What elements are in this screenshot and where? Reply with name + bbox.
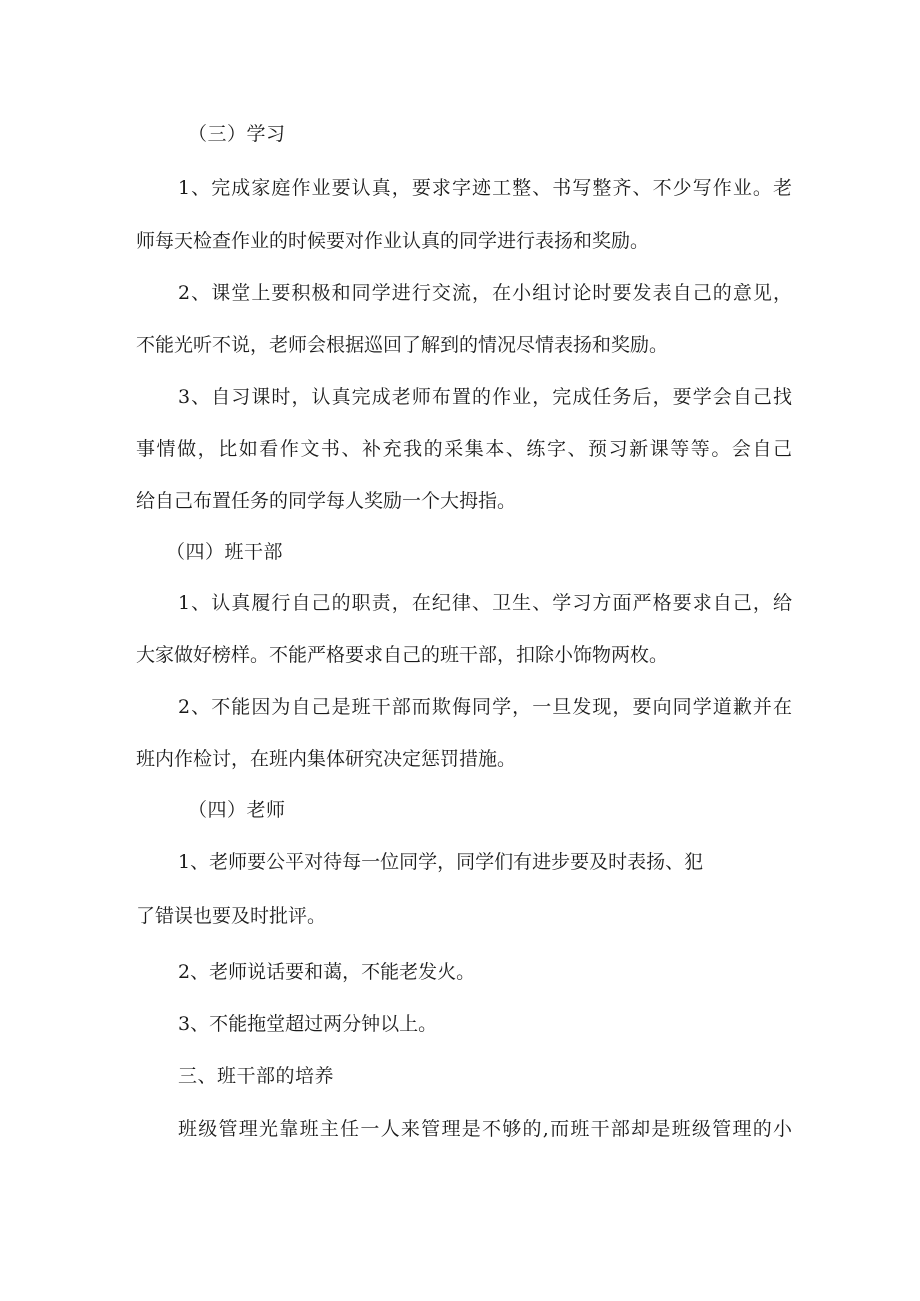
study-item-3-line-1: 3、自习课时，认真完成老师布置的作业，完成任务后，要学会自己找 <box>178 386 792 408</box>
teacher-item-2: 2、老师说话要和蔼，不能老发火。 <box>178 961 476 983</box>
cadre-item-2-line-1: 2、不能因为自己是班干部而欺侮同学，一旦发现，要向同学道歉并在 <box>178 696 792 718</box>
study-item-3-line-3: 给自己布置任务的同学每人奖励一个大拇指。 <box>136 490 517 512</box>
section-heading-class-cadre: （四）班干部 <box>166 541 284 563</box>
section-heading-study: （三）学习 <box>188 123 286 145</box>
cadre-training-paragraph-line-1: 班级管理光靠班主任一人来管理是不够的,而班干部却是班级管理的小 <box>178 1118 792 1140</box>
section-heading-teacher: （四）老师 <box>188 799 286 821</box>
teacher-item-1-line-1: 1、老师要公平对待每一位同学，同学们有进步要及时表扬、犯 <box>178 851 704 873</box>
cadre-item-1-line-2: 大家做好榜样。不能严格要求自己的班干部，扣除小饰物两枚。 <box>136 644 669 666</box>
cadre-item-2-line-2: 班内作检讨，在班内集体研究决定惩罚措施。 <box>136 748 517 770</box>
study-item-1-line-2: 师每天检查作业的时候要对作业认真的同学进行表扬和奖励。 <box>136 230 650 252</box>
study-item-2-line-1: 2、课堂上要积极和同学进行交流，在小组讨论时要发表自己的意见， <box>178 282 792 304</box>
section-heading-cadre-training: 三、班干部的培养 <box>178 1065 335 1087</box>
cadre-item-1-line-1: 1、认真履行自己的职责，在纪律、卫生、学习方面严格要求自己，给 <box>178 592 792 614</box>
teacher-item-3: 3、不能拖堂超过两分钟以上。 <box>178 1013 438 1035</box>
study-item-3-line-2: 事情做，比如看作文书、补充我的采集本、练字、预习新课等等。会自己 <box>136 438 792 460</box>
teacher-item-1-line-2: 了错误也要及时批评。 <box>136 905 327 927</box>
study-item-2-line-2: 不能光听不说，老师会根据巡回了解到的情况尽情表扬和奖励。 <box>136 334 669 356</box>
study-item-1-line-1: 1、完成家庭作业要认真，要求字迹工整、书写整齐、不少写作业。老 <box>178 177 792 199</box>
